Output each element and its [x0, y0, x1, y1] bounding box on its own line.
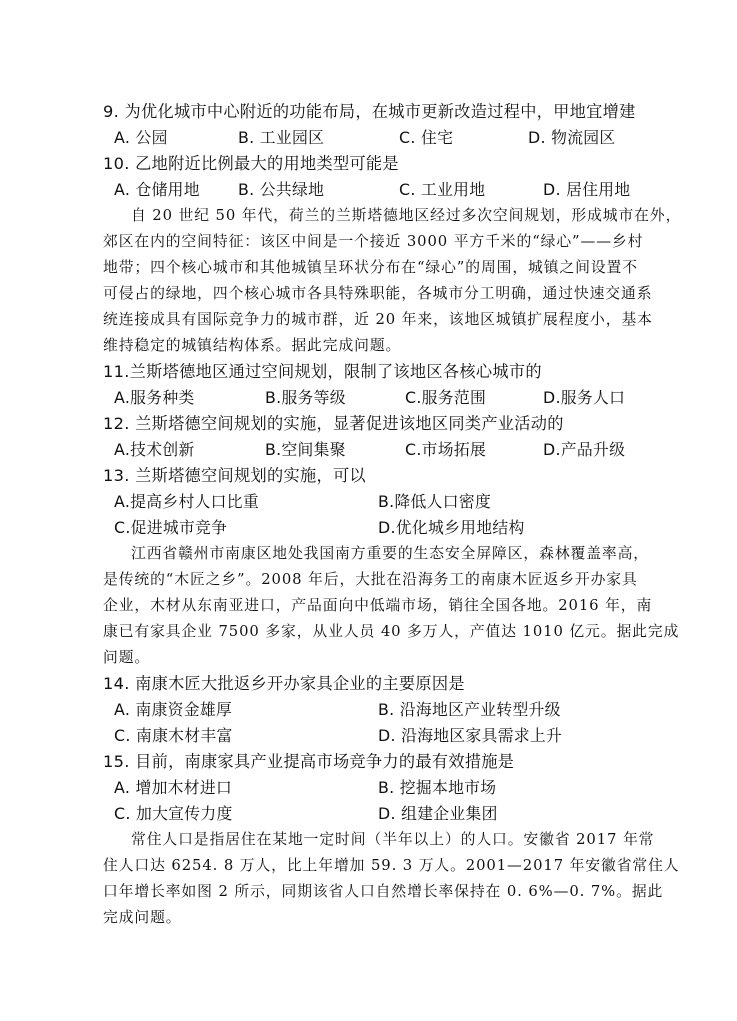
passage-2-line: 是传统的“木匠之乡”。2008 年后，大批在沿海务工的南康木匠返乡开办家具 — [103, 571, 638, 588]
question-10-stem: 10. 乙地附近比例最大的用地类型可能是 — [103, 154, 399, 173]
question-15-stem: 15. 目前，南康家具产业提高市场竞争力的最有效措施是 — [103, 752, 515, 771]
question-12-option-d: D.产品升级 — [543, 440, 626, 459]
passage-1-line: 统连接成具有国际竞争力的城市群，近 20 年来，该地区城镇扩展程度小，基本 — [103, 311, 653, 328]
question-9-option-c: C. 住宅 — [399, 128, 454, 147]
question-12-option-c: C.市场拓展 — [405, 440, 487, 459]
passage-3-line: 住人口达 6254. 8 万人，比上年增加 59. 3 万人。2001—2017 年安徽省常住人 — [103, 857, 680, 874]
question-9-option-a: A. 公园 — [114, 128, 168, 147]
question-11-option-a: A.服务种类 — [114, 388, 195, 407]
passage-1-line: 地带；四个核心城市和其他城镇呈环状分布在“绿心”的周围，城镇之间设置不 — [103, 259, 638, 276]
question-13-stem: 13. 兰斯塔德空间规划的实施，可以 — [103, 466, 366, 485]
question-12-stem: 12. 兰斯塔德空间规划的实施，显著促进该地区同类产业活动的 — [103, 414, 564, 433]
question-13-option-d: D.优化城乡用地结构 — [378, 518, 525, 537]
question-12-option-a: A.技术创新 — [114, 440, 195, 459]
passage-2-line: 问题。 — [103, 649, 151, 666]
question-9-option-b: B. 工业园区 — [238, 128, 325, 147]
question-14-option-a: A. 南康资金雄厚 — [114, 700, 233, 719]
question-11-option-b: B.服务等级 — [265, 388, 346, 407]
question-11-option-c: C.服务范围 — [405, 388, 487, 407]
passage-2-line: 康已有家具企业 7500 多家，从业人员 40 多万人，产值达 1010 亿元。据此完成 — [103, 623, 680, 640]
question-14-option-d: D. 沿海地区家具需求上升 — [378, 726, 563, 745]
passage-1-line: 维持稳定的城镇结构体系。据此完成问题。 — [103, 337, 402, 354]
question-15-option-d: D. 组建企业集团 — [378, 804, 498, 823]
question-13-option-c: C.促进城市竞争 — [114, 518, 228, 537]
passage-3-line: 常住人口是指居住在某地一定时间（半年以上）的人口。安徽省 2017 年常 — [131, 831, 655, 848]
question-10-option-b: B. 公共绿地 — [238, 180, 325, 199]
passage-3-line: 完成问题。 — [103, 909, 182, 926]
passage-3-line: 口年增长率如图 2 所示，同期该省人口自然增长率保持在 0. 6%—0. 7%。据此 — [103, 883, 664, 900]
question-14-option-c: C. 南康木材丰富 — [114, 726, 233, 745]
question-13-option-a: A.提高乡村人口比重 — [114, 492, 259, 511]
question-10-option-a: A. 仓储用地 — [114, 180, 200, 199]
question-15-option-a: A. 增加木材进口 — [114, 778, 233, 797]
question-10-option-d: D. 居住用地 — [543, 180, 631, 199]
passage-2-line: 企业，木材从东南亚进口，产品面向中低端市场，销往全国各地。2016 年，南 — [103, 597, 653, 614]
passage-1-line: 自 20 世纪 50 年代，荷兰的兰斯塔德地区经过多次空间规划，形成城市在外， — [131, 207, 682, 224]
question-9-stem: 9. 为优化城市中心附近的功能布局，在城市更新改造过程中，甲地宜增建 — [103, 102, 636, 121]
question-15-option-c: C. 加大宣传力度 — [114, 804, 233, 823]
passage-1-line: 可侵占的绿地，四个核心城市各具特殊职能，各城市分工明确，通过快速交通系 — [103, 285, 653, 302]
question-14-option-b: B. 沿海地区产业转型升级 — [378, 700, 561, 719]
question-14-stem: 14. 南康木匠大批返乡开办家具企业的主要原因是 — [103, 674, 465, 693]
question-9-option-d: D. 物流园区 — [528, 128, 616, 147]
question-11-option-d: D.服务人口 — [543, 388, 626, 407]
question-12-option-b: B.空间集聚 — [265, 440, 346, 459]
question-11-stem: 11.兰斯塔德地区通过空间规划，限制了该地区各核心城市的 — [103, 362, 542, 381]
question-15-option-b: B. 挖掘本地市场 — [378, 778, 497, 797]
passage-1-line: 郊区在内的空间特征：该区中间是一个接近 3000 平方千米的“绿心”——乡村 — [103, 233, 644, 250]
passage-2-line: 江西省赣州市南康区地处我国南方重要的生态安全屏障区，森林覆盖率高， — [131, 545, 649, 562]
question-13-option-b: B.降低人口密度 — [378, 492, 492, 511]
question-10-option-c: C. 工业用地 — [399, 180, 486, 199]
